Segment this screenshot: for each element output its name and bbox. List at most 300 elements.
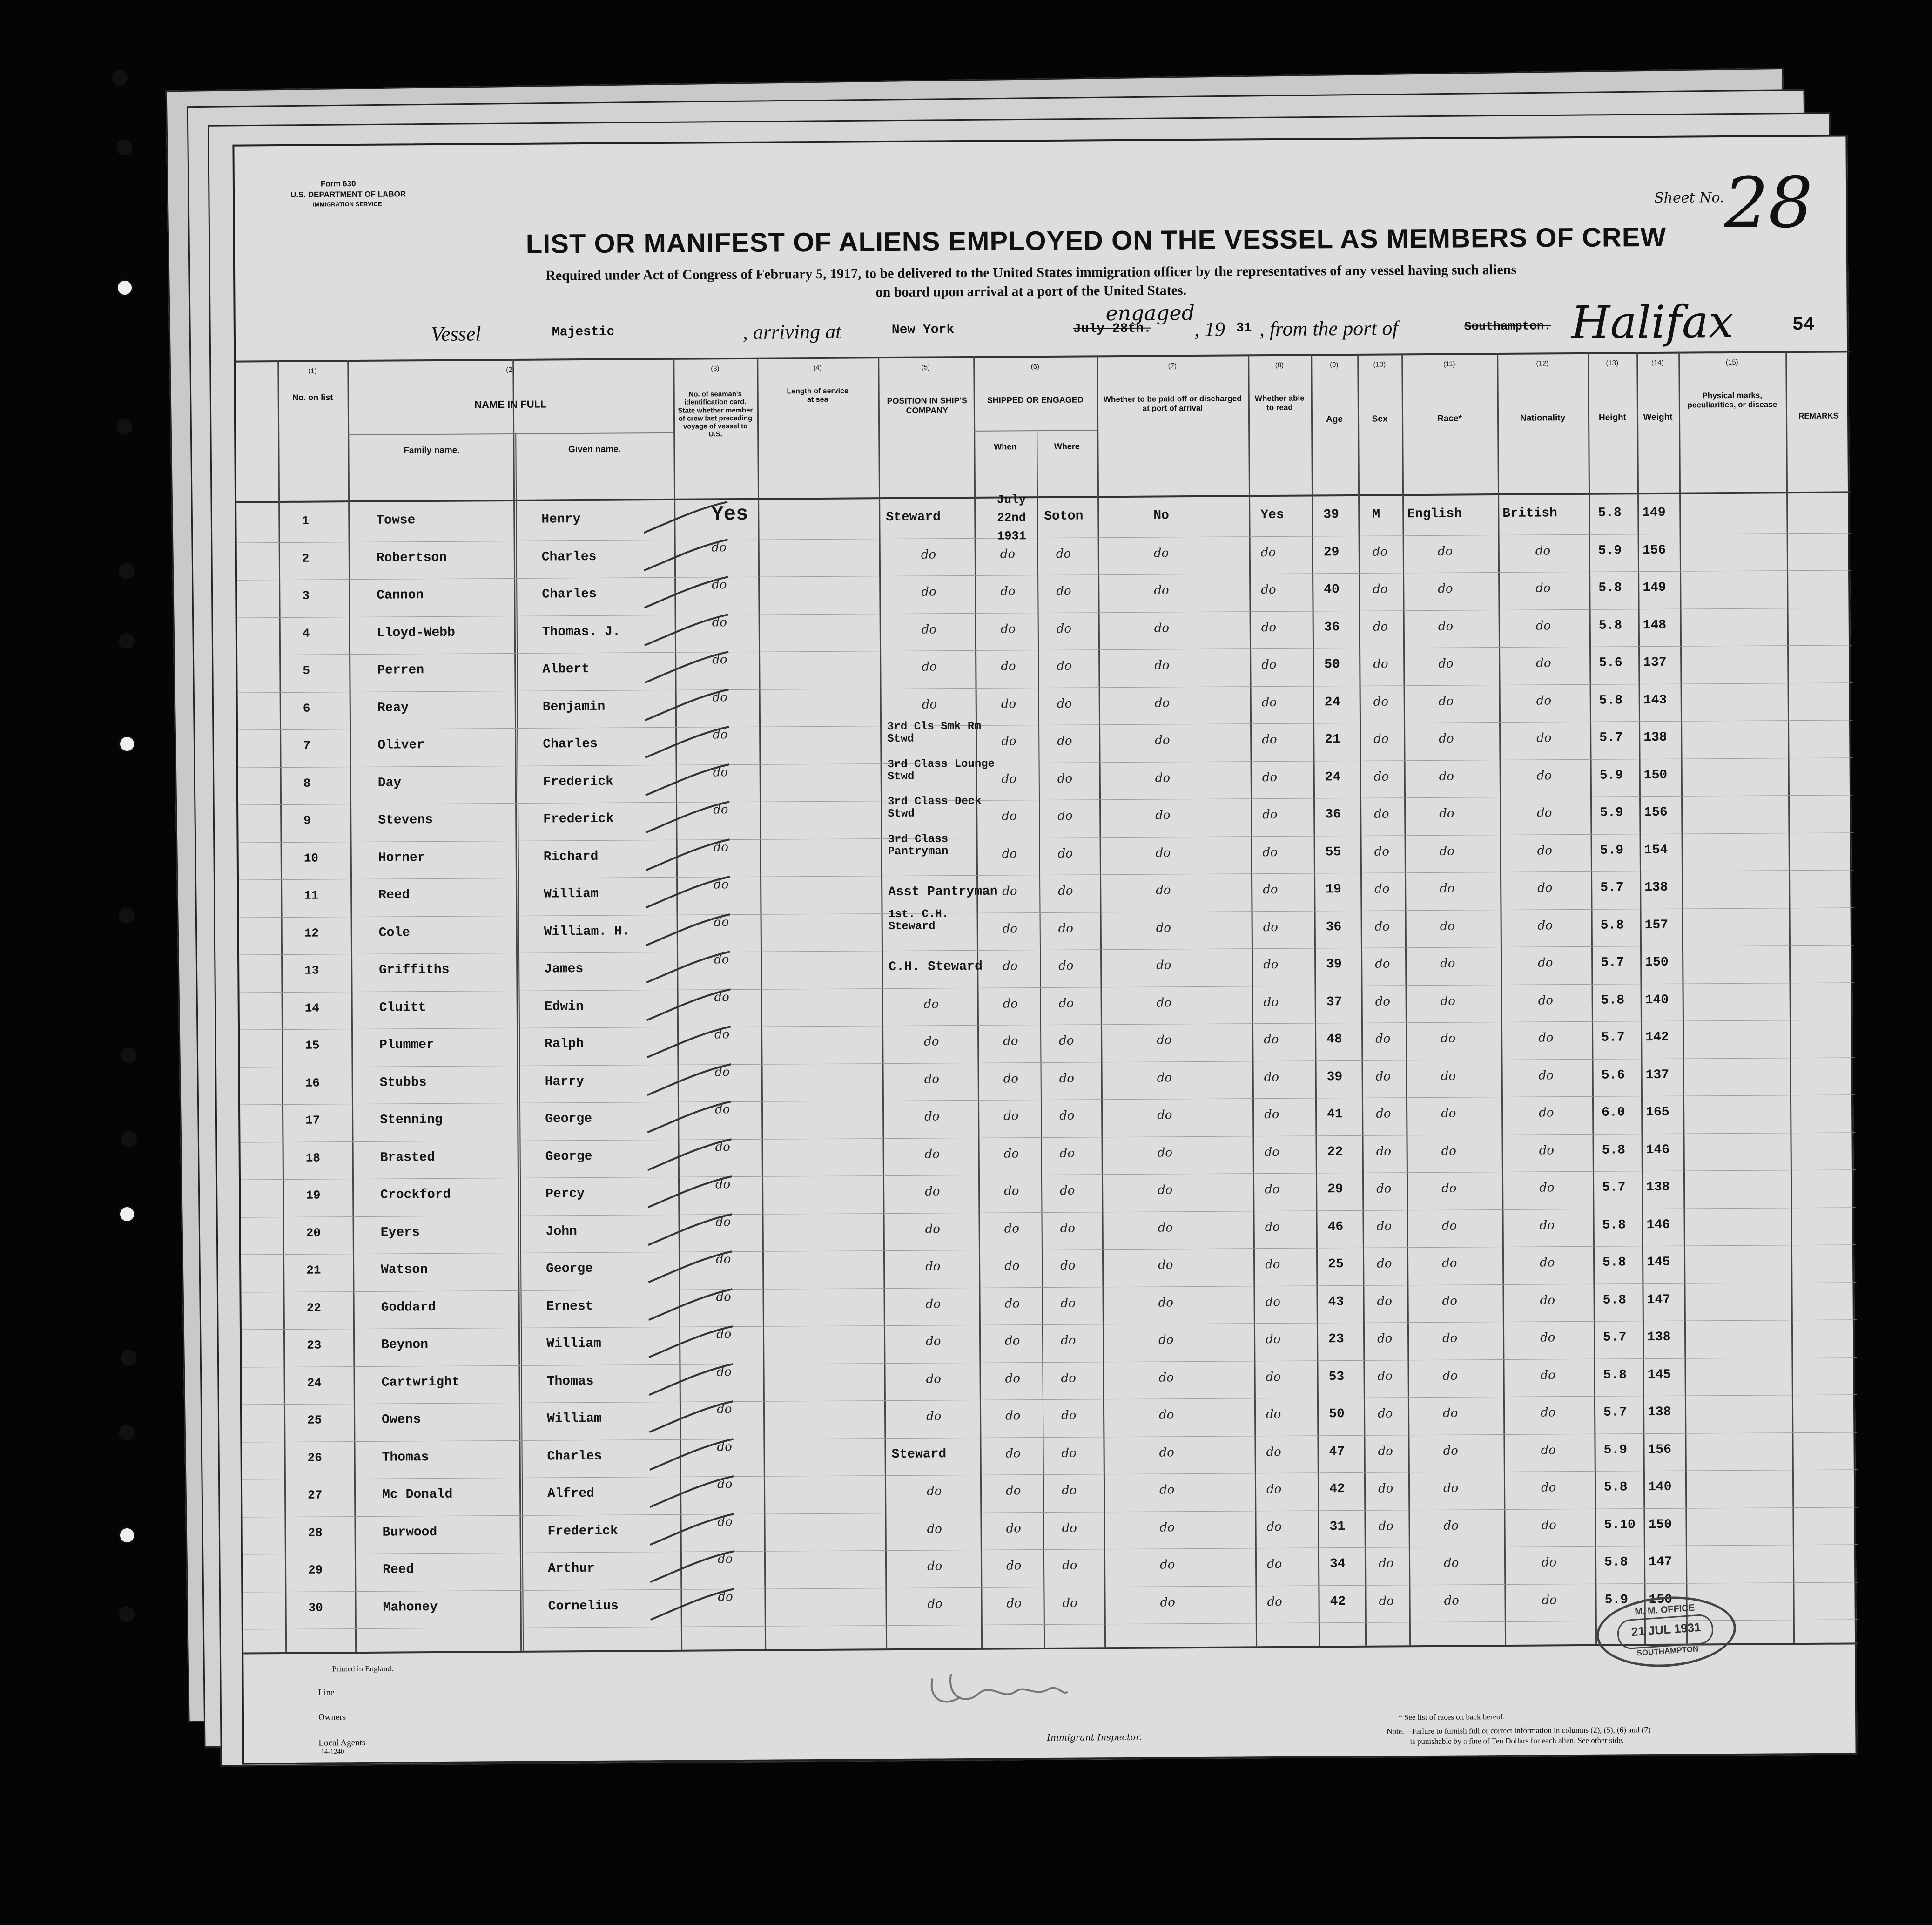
race: do: [1438, 656, 1454, 671]
shipped-where: do: [1058, 959, 1074, 973]
height: 5.9: [1600, 843, 1624, 858]
family-name: Beynon: [381, 1337, 429, 1352]
row-rule: [239, 907, 1854, 918]
shipped-where: do: [1057, 771, 1073, 786]
position: do: [924, 1147, 940, 1162]
from-port-typed: Southampton.: [1464, 319, 1552, 334]
weight: 140: [1648, 1479, 1672, 1495]
column-number-c1: (1): [308, 367, 317, 375]
age: 36: [1325, 807, 1341, 822]
row-number: 3: [302, 588, 310, 603]
sex: do: [1375, 994, 1391, 1009]
sex: do: [1374, 882, 1390, 896]
able-to-read: do: [1265, 1182, 1280, 1197]
position: 1st. C.H. Steward: [888, 907, 949, 933]
age: 29: [1323, 545, 1340, 560]
shipped-when: do: [1006, 1484, 1021, 1498]
shipped-where: do: [1058, 996, 1074, 1011]
age: 53: [1328, 1369, 1345, 1384]
position: do: [927, 1559, 942, 1574]
family-name: Crockford: [380, 1187, 451, 1202]
header-shipped-when: When: [994, 442, 1017, 452]
height: 5.6: [1601, 1067, 1625, 1083]
row-rule: [239, 832, 1854, 843]
nationality: do: [1535, 543, 1551, 558]
weight: 138: [1646, 1180, 1670, 1195]
row-rule: [239, 945, 1854, 955]
paid-off: do: [1158, 1258, 1173, 1272]
previous-voyage: do: [717, 1552, 733, 1567]
age: 25: [1328, 1257, 1344, 1272]
age: 41: [1327, 1107, 1343, 1122]
paid-off: do: [1156, 995, 1172, 1010]
weight: 165: [1646, 1105, 1669, 1120]
header-height: Height: [1598, 412, 1627, 423]
family-name: Towse: [376, 513, 416, 528]
family-name: Reed: [383, 1562, 414, 1577]
sex: do: [1374, 919, 1390, 934]
shipped-when: do: [1003, 1034, 1018, 1048]
age: 36: [1324, 620, 1340, 635]
row-rule: [242, 1432, 1857, 1442]
row-number: 5: [303, 663, 310, 678]
row-number: 12: [304, 926, 319, 940]
able-to-read: do: [1265, 1257, 1280, 1272]
weight: 145: [1647, 1367, 1671, 1382]
column-number-c3: (3): [711, 365, 720, 373]
able-to-read: do: [1260, 545, 1276, 560]
height: 5.7: [1602, 1180, 1626, 1195]
race: do: [1440, 919, 1455, 933]
age: 55: [1325, 844, 1341, 859]
header-sub-divider: [348, 432, 673, 435]
age: 43: [1328, 1294, 1344, 1309]
paid-off: do: [1157, 1033, 1172, 1047]
previous-voyage: do: [713, 728, 728, 742]
weight: 150: [1645, 955, 1669, 970]
header-no-on-list: No. on list: [292, 392, 333, 402]
weight: 149: [1642, 505, 1666, 520]
paid-off: do: [1156, 883, 1171, 898]
nationality: do: [1536, 693, 1552, 708]
able-to-read: do: [1264, 1145, 1280, 1159]
binder-hole: [116, 140, 132, 155]
header-name-in-full: NAME IN FULL: [474, 398, 547, 411]
row-rule: [243, 1544, 1858, 1554]
header-physical-marks: Physical marks, peculiarities, or disease: [1687, 391, 1777, 410]
given-name: John: [545, 1224, 577, 1239]
row-number: 21: [306, 1263, 321, 1277]
age: 39: [1326, 957, 1342, 972]
check-mark: [643, 1174, 736, 1212]
race: do: [1439, 806, 1454, 821]
header-shipped-engaged: SHIPPED OR ENGAGED: [987, 395, 1084, 405]
previous-voyage: do: [717, 1477, 733, 1492]
shipped-where: do: [1056, 547, 1071, 561]
height: 5.8: [1601, 993, 1625, 1008]
weight: 138: [1647, 1330, 1671, 1345]
paid-off: do: [1153, 546, 1169, 561]
weight: 142: [1645, 1030, 1669, 1045]
position: Asst Pantryman: [888, 884, 998, 900]
binder-hole: [119, 563, 135, 579]
previous-voyage: do: [716, 1290, 731, 1304]
check-mark: [640, 612, 733, 650]
paid-off: do: [1158, 1333, 1174, 1347]
column-number-c6: (6): [1030, 363, 1040, 371]
check-mark: [640, 724, 734, 762]
family-name: Stenning: [380, 1112, 443, 1128]
able-to-read: do: [1261, 620, 1277, 635]
family-name: Goddard: [381, 1300, 436, 1315]
previous-voyage: do: [717, 1514, 733, 1529]
race: do: [1443, 1519, 1459, 1533]
header-sex: Sex: [1372, 414, 1388, 424]
able-to-read: do: [1265, 1295, 1281, 1309]
nationality: do: [1540, 1293, 1555, 1308]
weight: 156: [1642, 543, 1666, 558]
nationality: do: [1540, 1256, 1555, 1270]
column-number-c9: (9): [1330, 361, 1339, 369]
check-mark: [643, 1212, 736, 1250]
nationality: do: [1535, 581, 1551, 595]
row-rule: [242, 1469, 1858, 1479]
column-divider: [1588, 352, 1597, 1644]
height: 5.8: [1599, 693, 1623, 708]
footnote-note: Note.—Failure to furnish full or correct information in columns (2), (5), (6) and (7): [1387, 1725, 1651, 1736]
height: 5.8: [1603, 1480, 1628, 1495]
check-mark: [646, 1587, 739, 1624]
row-rule: [238, 720, 1853, 730]
family-name: Griffiths: [379, 962, 450, 978]
weight: 138: [1643, 730, 1667, 745]
age: 42: [1329, 1482, 1345, 1497]
column-number-c4: (4): [813, 364, 822, 372]
shipped-where: do: [1057, 734, 1072, 748]
previous-voyage: do: [713, 765, 728, 779]
weight: 150: [1643, 768, 1668, 783]
shipped-where: do: [1056, 584, 1071, 598]
column-divider: [512, 359, 522, 1651]
paid-off: do: [1159, 1558, 1175, 1572]
header-remarks: REMARKS: [1798, 411, 1839, 421]
page-title: LIST OR MANIFEST OF ALIENS EMPLOYED ON THE VESSEL AS MEMBERS OF CREW: [525, 222, 1667, 259]
column-number-c12: (12): [1536, 359, 1549, 368]
column-number-c8: (8): [1275, 361, 1284, 369]
check-mark: [644, 1324, 737, 1362]
paid-off: do: [1159, 1483, 1175, 1497]
nationality: do: [1538, 956, 1553, 970]
header-nationality: Nationality: [1520, 413, 1566, 423]
paid-off: do: [1156, 958, 1171, 973]
given-name: George: [546, 1261, 593, 1277]
height: 5.6: [1599, 655, 1622, 670]
position: do: [924, 1072, 940, 1087]
shipped-where: do: [1058, 884, 1073, 898]
shipped-when: do: [1006, 1521, 1021, 1536]
position: do: [925, 1184, 940, 1199]
row-number: 7: [303, 738, 310, 753]
column-number-c2: (2): [506, 365, 515, 374]
given-name: Arthur: [548, 1561, 595, 1576]
family-name: Mc Donald: [382, 1487, 453, 1502]
shipped-where: do: [1056, 621, 1072, 636]
header-sub-divider: [974, 430, 1097, 432]
family-name: Cole: [378, 925, 411, 940]
row-number: 8: [303, 776, 311, 790]
paid-off: do: [1155, 733, 1170, 748]
row-number: 30: [308, 1601, 323, 1615]
row-number: 19: [306, 1188, 321, 1202]
sex: do: [1373, 769, 1389, 784]
row-number: 4: [302, 626, 310, 641]
height: 5.9: [1598, 543, 1622, 558]
previous-voyage: do: [713, 803, 728, 817]
weight: 154: [1644, 843, 1668, 858]
nationality: do: [1541, 1518, 1556, 1533]
able-to-read: do: [1266, 1407, 1281, 1422]
sex: do: [1375, 1032, 1391, 1046]
paid-off: do: [1159, 1445, 1174, 1460]
given-name: Alfred: [547, 1486, 595, 1501]
height: 5.8: [1598, 618, 1622, 633]
paid-off: do: [1154, 696, 1170, 710]
paid-off: do: [1154, 658, 1170, 673]
shipped-when: do: [1002, 921, 1018, 936]
from-port-handwritten: Halifax: [1571, 295, 1734, 349]
paid-off: do: [1157, 1070, 1172, 1085]
sex: do: [1378, 1481, 1393, 1496]
binder-hole: [119, 633, 135, 649]
position: do: [925, 1297, 941, 1311]
sex: do: [1378, 1556, 1394, 1571]
family-name: Robertson: [376, 550, 447, 566]
agents-label: Local Agents: [318, 1737, 366, 1748]
row-number: 29: [308, 1563, 323, 1577]
height: 5.9: [1603, 1442, 1628, 1458]
family-name: Plummer: [379, 1038, 434, 1053]
given-name: Charles: [543, 736, 598, 752]
age: 39: [1323, 507, 1340, 522]
stamp-date: 21 JUL 1931: [1630, 1620, 1702, 1639]
paid-off: do: [1155, 808, 1171, 823]
column-divider: [1678, 352, 1688, 1644]
nationality: do: [1541, 1443, 1556, 1458]
shipped-when: do: [1004, 1221, 1020, 1236]
subtitle-line-2: on board upon arrival at a port of the United States.: [875, 283, 1187, 300]
row-rule: [237, 645, 1852, 655]
nationality: do: [1540, 1368, 1555, 1383]
row-number: 28: [308, 1526, 323, 1540]
line-label: Line: [318, 1688, 335, 1698]
binder-hole: [116, 419, 132, 435]
nationality: do: [1539, 1106, 1554, 1120]
able-to-read: do: [1266, 1332, 1281, 1347]
column-divider: [347, 360, 357, 1652]
sex: do: [1377, 1331, 1393, 1346]
weight: 138: [1647, 1405, 1671, 1420]
sex: do: [1373, 619, 1388, 634]
sex: do: [1373, 694, 1389, 709]
weight: 150: [1649, 1592, 1673, 1607]
header-divider: [236, 491, 1851, 503]
arrival-date: July 28th.: [1073, 321, 1151, 337]
height: 5.8: [1598, 581, 1622, 595]
age: 22: [1327, 1144, 1343, 1159]
previous-voyage: do: [714, 952, 729, 967]
position: do: [925, 1259, 941, 1274]
previous-voyage: do: [713, 840, 729, 854]
height: 5.7: [1603, 1405, 1627, 1420]
row-number: 24: [307, 1376, 322, 1390]
column-number-c7: (7): [1168, 362, 1177, 370]
paid-off: do: [1157, 1145, 1173, 1160]
race: English: [1407, 507, 1462, 522]
age: 19: [1326, 882, 1341, 897]
able-to-read: do: [1267, 1594, 1282, 1609]
family-name: Thomas: [382, 1450, 429, 1465]
shipped-when: do: [1004, 1296, 1020, 1311]
nationality: do: [1538, 1031, 1554, 1045]
height: 5.8: [1604, 1555, 1628, 1570]
check-mark: [645, 1399, 738, 1437]
paid-off: do: [1155, 845, 1171, 860]
height: 5.7: [1601, 955, 1624, 970]
family-name: Brasted: [380, 1150, 435, 1165]
row-number: 20: [306, 1226, 321, 1240]
sex: do: [1377, 1369, 1393, 1384]
inspector-signature: [923, 1664, 1077, 1716]
shipped-when: do: [1001, 771, 1017, 786]
check-mark: [644, 1249, 737, 1287]
sex: do: [1378, 1444, 1393, 1459]
manifest-sheet: [232, 135, 1857, 1764]
sex: do: [1379, 1594, 1394, 1608]
department: U.S. DEPARTMENT OF LABOR: [290, 189, 406, 199]
given-name: William: [546, 1336, 601, 1351]
race: do: [1439, 844, 1455, 858]
row-number: 14: [304, 1001, 320, 1015]
nationality: do: [1541, 1405, 1556, 1420]
race: do: [1441, 1181, 1457, 1196]
shipped-when: do: [1005, 1334, 1020, 1348]
position: 3rd Class Lounge Stwd: [887, 757, 995, 783]
height: 5.8: [1602, 1255, 1626, 1270]
header-able-to-read: Whether able to read: [1254, 393, 1305, 412]
shipped-where: do: [1057, 809, 1073, 823]
shipped-when: do: [1004, 1259, 1020, 1273]
binder-hole: [121, 1350, 137, 1366]
sex: do: [1373, 732, 1389, 746]
header-position: POSITION IN SHIP'S COMPANY: [887, 395, 968, 415]
able-to-read: do: [1261, 657, 1277, 672]
inspector-label: Immigrant Inspector.: [1047, 1732, 1142, 1743]
row-number: 13: [304, 963, 319, 978]
column-divider: [1401, 353, 1411, 1645]
sex: do: [1375, 957, 1390, 971]
previous-voyage: Yes: [711, 502, 748, 527]
able-to-read: do: [1263, 920, 1279, 934]
shipped-where: do: [1062, 1521, 1077, 1535]
height: 5.8: [1602, 1142, 1626, 1158]
position: do: [924, 1034, 939, 1049]
previous-voyage: do: [716, 1364, 732, 1379]
age: 34: [1329, 1557, 1346, 1572]
vessel-label: Vessel: [431, 322, 481, 346]
nationality: do: [1536, 768, 1552, 783]
column-divider: [757, 358, 766, 1649]
shipped-where: do: [1057, 846, 1073, 861]
able-to-read: do: [1263, 995, 1279, 1009]
check-mark: [644, 1362, 737, 1399]
column-number-c13: (13): [1606, 359, 1619, 367]
weight: 140: [1645, 993, 1669, 1007]
race: do: [1440, 881, 1455, 896]
age: 47: [1329, 1444, 1345, 1459]
family-name: Cluitt: [379, 1000, 426, 1015]
able-to-read: do: [1266, 1445, 1281, 1459]
given-name: Charles: [547, 1449, 602, 1464]
row-number: 15: [305, 1038, 320, 1053]
position: 3rd Class Pantryman: [888, 832, 949, 858]
binder-hole: [119, 1606, 135, 1622]
row-number: 6: [303, 701, 310, 716]
previous-voyage: do: [712, 615, 727, 629]
shipped-when: do: [1003, 996, 1018, 1011]
given-name: James: [544, 962, 584, 977]
shipped-when: do: [1005, 1409, 1021, 1423]
shipped-where: do: [1060, 1183, 1075, 1198]
paid-off: do: [1159, 1520, 1175, 1535]
nationality: do: [1537, 881, 1553, 895]
race: do: [1441, 1031, 1456, 1046]
check-mark: [640, 574, 733, 612]
race: do: [1441, 1219, 1457, 1233]
age: 42: [1330, 1594, 1346, 1609]
header-shipped-where: Where: [1054, 441, 1080, 451]
family-name: Mahoney: [383, 1600, 438, 1615]
family-name: Cartwright: [381, 1375, 460, 1390]
given-name: Thomas: [546, 1374, 594, 1389]
weight: 156: [1648, 1442, 1672, 1457]
row-rule: [240, 1057, 1855, 1067]
shipped-when: do: [1005, 1446, 1021, 1461]
shipped-where: do: [1061, 1446, 1077, 1460]
age: 24: [1325, 770, 1341, 784]
able-to-read: do: [1261, 582, 1276, 597]
age: 48: [1326, 1032, 1342, 1047]
weight: 150: [1648, 1517, 1672, 1532]
column-divider: [973, 356, 983, 1648]
shipped-where: do: [1062, 1483, 1077, 1498]
height: 5.9: [1600, 805, 1623, 820]
family-name: Horner: [378, 850, 425, 865]
given-name: George: [545, 1111, 592, 1127]
position: do: [921, 622, 937, 637]
year: 31: [1236, 321, 1252, 336]
given-name: Benjamin: [542, 699, 606, 715]
position: do: [926, 1334, 941, 1349]
year-label: , 19: [1194, 317, 1225, 341]
given-name: Ralph: [545, 1037, 584, 1052]
shipped-when: do: [1002, 884, 1017, 898]
age: 21: [1325, 732, 1340, 747]
age: 23: [1328, 1332, 1344, 1347]
shipped-when: do: [1004, 1184, 1019, 1198]
row-rule: [242, 1319, 1857, 1330]
row-rule: [241, 1169, 1856, 1180]
weight: 146: [1646, 1142, 1670, 1157]
